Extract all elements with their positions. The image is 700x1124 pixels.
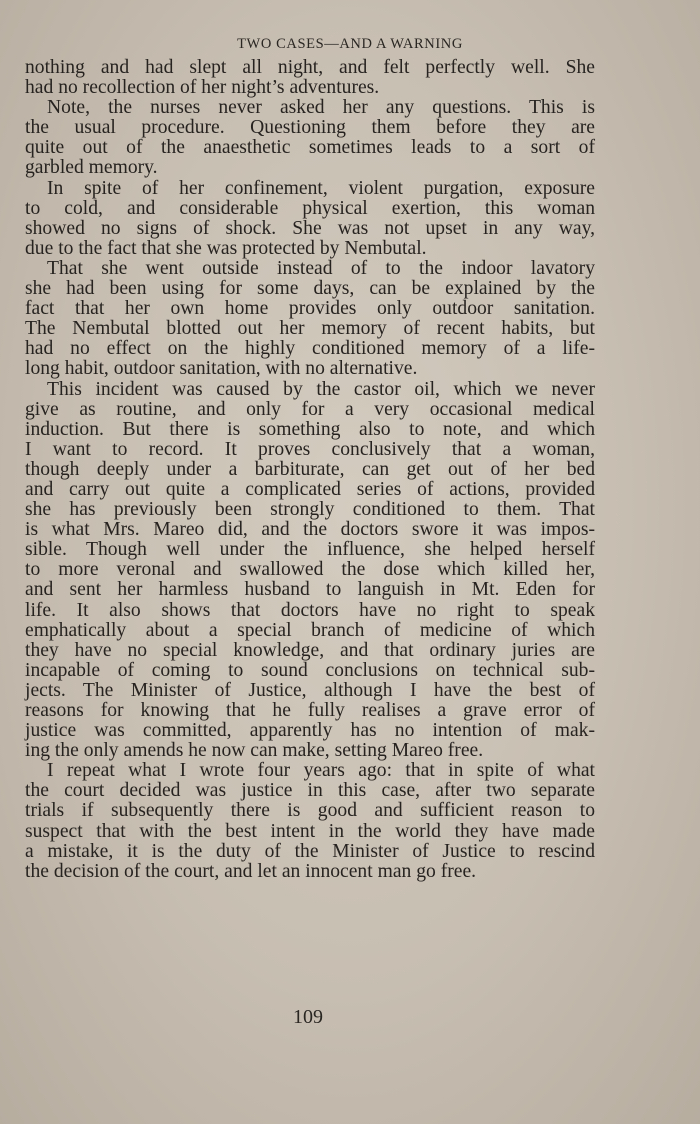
text-line: induction. But there is something also to note, and which [25, 418, 595, 440]
text-line: though deeply under a barbiturate, can get out of her bed [25, 458, 595, 480]
text-line: the usual procedure. Questioning them before they are [25, 117, 595, 139]
text-line: nothing and had slept all night, and felt perfectly well. She [25, 57, 595, 78]
text-line: to more veronal and swallowed the dose which killed her, [25, 559, 595, 581]
text-line: due to the fact that she was protected by Nembutal. [25, 237, 427, 259]
text-line: I want to record. It proves conclusively that a woman, [25, 438, 595, 460]
text-line: In spite of her confinement, violent purgation, exposure [47, 177, 595, 199]
text-line: the court decided was justice in this case, after two separate [25, 780, 595, 802]
text-line: and sent her harmless husband to languish in Mt. Eden for [25, 579, 595, 601]
text-line: fact that her own home provides only outdoor sanitation. [25, 298, 595, 320]
body-text [25, 58, 595, 882]
text-line: long habit, outdoor sanitation, with no alternative. [25, 358, 418, 380]
text-line: That she went outside instead of to the indoor lavatory [47, 257, 595, 279]
text-line: and carry out quite a complicated series of actions, provided [25, 478, 595, 500]
text-line: they have no special knowledge, and that ordinary juries are [25, 639, 595, 661]
text-line: quite out of the anaesthetic sometimes leads to a sort of [25, 137, 595, 159]
text-line: is what Mrs. Mareo did, and the doctors swore it was impos- [25, 519, 595, 541]
text-line: emphatically about a special branch of medicine of which [25, 619, 595, 641]
text-line: The Nembutal blotted out her memory of recent habits, but [25, 318, 595, 340]
text-line: a mistake, it is the duty of the Minister of Justice to rescind [25, 840, 595, 862]
text-line: garbled memory. [25, 157, 158, 179]
running-head: TWO CASES—AND A WARNING [237, 36, 463, 52]
text-line: the decision of the court, and let an innocent man go free. [25, 860, 477, 882]
text-line: ing the only amends he now can make, setting Mareo free. [25, 740, 484, 762]
text-line: reasons for knowing that he fully realises a grave error of [25, 700, 595, 721]
text-line: I repeat what I wrote four years ago: that in spite of what [47, 760, 595, 782]
text-line: trials if subsequently there is good and sufficient reason to [25, 800, 595, 822]
text-line: had no effect on the highly conditioned memory of a life- [25, 338, 595, 360]
text-line: had no recollection of her night’s adventures. [25, 77, 380, 99]
text-line: she had been using for some days, can be explained by the [25, 278, 595, 300]
text-line: justice was committed, apparently has no intention of mak- [25, 720, 595, 742]
text-line: Note, the nurses never asked her any questions. This is [47, 97, 595, 119]
page-number: 109 [293, 1006, 323, 1028]
text-line: to cold, and considerable physical exertion, this woman [25, 197, 595, 219]
text-line: she has previously been strongly conditioned to them. That [25, 499, 595, 521]
text-line: suspect that with the best intent in the world they have made [25, 820, 595, 842]
text-line: This incident was caused by the castor oil, which we never [47, 378, 595, 400]
text-line: sible. Though well under the influence, she helped herself [25, 539, 595, 561]
text-line: give as routine, and only for a very occasional medical [25, 398, 595, 420]
text-line: jects. The Minister of Justice, although I have the best of [25, 679, 595, 701]
text-line: showed no signs of shock. She was not upset in any way, [25, 217, 595, 239]
text-line: incapable of coming to sound conclusions on technical sub- [25, 659, 595, 681]
text-line: life. It also shows that doctors have no right to speak [25, 599, 595, 621]
